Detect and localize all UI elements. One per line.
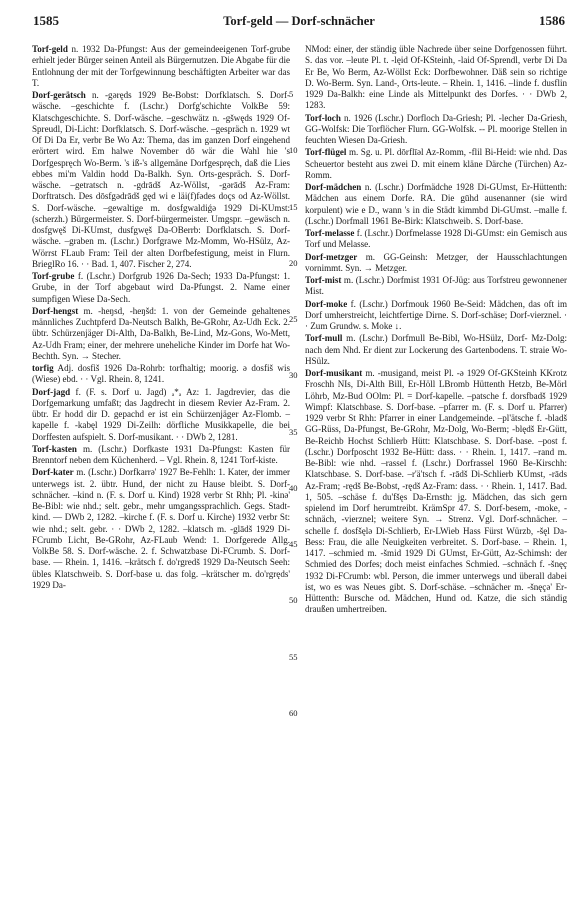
line-number: 25 (289, 314, 298, 324)
entry-body: f. (F. s. Dorf u. Jagd) ₐ*ₐ Az: 1. Jagdrevier, das die Dorfgemarkung umfaßt; das Jagdrecht in diesem Revier Az-Fram. 2. übtr. Er hodd dir D. gepachd er ist ein Schürzenjäger Az-Flomb. –kapelle f. -kabęl 1929 Di-Zeilh: dörfliche Musikkapelle, die bei Dorffesten aufspielt. S. Dorf-musikant. · · DWb 2, 1281. (32, 386, 290, 442)
entry-headword: Dorf-kater (32, 467, 74, 478)
dictionary-entry (32, 363, 290, 386)
entry-body: m. GG-Geinsh: Metzger, der Hausschlachtungen vornimmt. Syn. → Metzger. (305, 251, 567, 273)
dictionary-entry (305, 252, 567, 275)
right-page-number: 1586 (538, 13, 565, 28)
line-number: 60 (289, 707, 298, 718)
entry-body: n. 1926 (Lschr.) Dorfloch Da-Griesh; Pl. -lecher Da-Griesh, GG-Wolfsk: Die Torflöcher Flurn. GG-Wolfsk. -- Pl. moorige Stellen in feuchten Wiesen Da-Griesh. (305, 112, 567, 145)
entry-body: NMod: einer, der ständig üble Nachrede über seine Dorfgenossen führt. S. das vor. –leute Pl. t. -lęid Of-KSteinh, -laid Of-Sprendl, verbr Di Da Er Be, Wo Berm, Az-Wöllst Eck: Dorfbewohner. Däß sein so richtige D. Wo-Berm. Syn. Land-, Orts-leute. – Rhein. 1, 1416. –linde f. dusflin 1929 Da-Balkh: eine Linde als Mittelpunkt des Dorfes. · · DWb 2, 1283. (305, 44, 567, 111)
dictionary-entry (32, 44, 290, 89)
left-page-number: 1585 (33, 13, 59, 28)
dictionary-entry (305, 44, 567, 112)
entry-headword: Dorf-mädchen (305, 182, 362, 192)
entry-body: n. -gəręds 1929 Be-Bobst: Dorfklatsch. S. Dorf-wäsche. –geschichte f. (Lschr.) Dorfg'schichte VolkBe 59: Klatschgeschichte. S. Dorf-wäsche. –geschwätz n. -gšwęds 1929 Of-Spreudl, Di-Licht: Dorfklatsch. S. Dorf-wäsche. –gespräch n. 1929 wt Of Di Da Er, verbr Be Wo Az: Thema, das im ganzen Dorf eingehend erörtert wird. Em halwe November dō wär die Wahl hie 's Dorfgespręch Wo-Berm. 's iß-'s allgemäne Dorfgespręch, daß die Lies ebbes mi'm Valdin hodd Da-Balkh. Syn. Orts-gespräch. S. Dorf-wäsche. –getratsch n. -gdrādš Az-Wöllst, -gərādš Az-Fram: Dorftratsch. Des dōsfgədrādš gęd wi e läi(f)fədes doçs od Az-Wöllst. S. Dorf-wäsche. –gewaltige m. dosfgwaldiǵə 1929 Di-KUmst: (scherzh.) Bürgermeister. S. Dorf-bürgermeister. Umgspr. –gewäsch n. dosfgwęš Di-KUmst, dusfgwęš Da-OBerrb: Dorfklatsch. S. Dorf-wäsche. –graben m. (Lschr.) Dorfgrawe Mz-Momm, Wo-HSülz, Az-Wörrst FLaub Fram: Teil der alten Dorfbefestigung, meist in Flurn. BrieglRo 16. · · Bad. 1, 407. Fischer 2, 274. (32, 90, 290, 269)
running-title: Torf-geld — Dorf-schnächer (223, 14, 375, 28)
dictionary-entry (32, 306, 290, 362)
entry-body: f. (Lschr.) Dorfmelasse 1928 Di-GUmst: ein Gemisch aus Torf und Melasse. (305, 228, 567, 250)
dictionary-entry (305, 333, 567, 367)
dictionary-entry (32, 444, 290, 467)
entry-body: m. Sg. u. Pl. dōrflīəl Az-Romm, -flil Bi-Heid: wie nhd. Das Scheuertor besteht aus zwei D. mit einem kläne Därche (Türchen) Az-Romm. (305, 147, 567, 180)
entry-body: m. -heŋsd, -heŋšd: 1. von der Gemeinde gehaltenes männliches Zuchtpferd Da-Neutsch Balkh, Be-GRohr, Az-Udh Eck. 2. übtr. Schürzenjäger Di-Alth, Da-Balkh, Be-Lind, Mz-Gons, Wo-Mett, Az-Udh Fram; einer, der mehrere uneheliche Kinder im Dorfe hat Wo-Bechth. Syn. → Stecher. (32, 305, 290, 361)
dictionary-entry (305, 182, 567, 227)
entry-headword: Torf-grube (32, 271, 75, 281)
entry-body: m. (Lschr.) Dorfkarrə' 1927 Be-Fehlh: 1. Kater, der immer unterwegs ist. 2. übtr. Hund, der nicht zu Hause bleibt. S. Dorf-schnächer. –kind n. (F. s. Dorf u. Kind) 1928 verbr St Rhh; Pl. -kinə' Be-Bibl: wie nhd.; selt. gebr., mehr umgangssprachlich. Gegs. Stadt-kind. — DWb 2, 1282. –kirche f. (F. s. Dorf u. Kirche) 1932 verbr St: wie nhd.; selt. gebr. · · DWb 2, 1282. –klatsch m. -glādš 1929 Di-FCrumb Licht, Be-GRohr, Az-FLaub Wend: 1. Dorfgerede Allg. VolkBe 58. S. Dorf-wäsche. 2. f. Schwatzbase Di-FCrumb. S. Dorf-base. — Rhein. 1, 1416. –krätsch f. do'rgredš 1929 Da-Neutsch Seeh: übles Klatschweib. S. Dorf-base u. das folg. –krätscher m. do'rgręds' 1929 Da- (32, 467, 290, 590)
entry-headword: Torf-loch (305, 112, 341, 123)
entry-headword: Dorf-musikant (305, 368, 363, 378)
dictionary-entry (305, 228, 567, 251)
entry-headword: Torf-mist (305, 275, 342, 285)
entry-body: m. -musigand, meist Pl. -ə 1929 Of-GKSteinh KKrotz Froschh NIs, Di-Alth Bill, Er-Höll LBromb Hüttenth Hetzb, Be-Mörl Löhrb, Mz-Bud OOlm: Pl. = Dorf-kapelle. –patsche f. dorsfbadš 1929 Wimpf: Klatschbase. S. Dorf-base. –pfarrer m. (F. s. Dorf u. Pfarrer) 1929 verbr St Rhh: Pfarrer in einer Landgemeinde. –pl'ätsche f. -bladš GG-Rüss, Da-Pfungst, Be-GRohr, Mz-Dolg, Wo-Berm; -blędš Er-Gütt, Be-Reichb Hochst Schlierb Hütt: Klatschbase. S. Dorf-base. –post f. (Lschr.) Dorfposcht 1932 Be-Hütt: dass. · · Rhein. 1, 1417. –rand m. Be-Bibl: wie nhd. –rassel f. (Lschr.) Dorfrassel 1960 Be-Kirschh: Klatschbase. S. Dorf-base. –r'ä'tsch f. -rādš Di-Schlierb KUmst, -rāds Az-Fram; -rędš Be-Bobst, -rędš Az-Fram: dass. · · Rhein. 1, 1417. Bad. 1, 505. –schäse f. du'fšęs Da-Ernsth: jg. Mädchen, das sich gern spielend im Dorf herumtreibt. KrämSpr 47. S. Dorf-besem, -moke, -schnäch, -vierznel; weitere Syn. → Strenz. Vgl. Dorf-schnächer. –schelle f. dosfšęlə Di-Schlierb, Er-LWieb Hass Fürst Würzb, -šęl Da-Bess: Frau, die alle Neuigkeiten verbreitet. S. Dorf-base. – Rhein. 1, 1417. –schmied m. -šmid 1929 Di GUmst, Er-Gütt, Az-Schimsh: der Schmied des Dorfes; doch meist einfaches Schmied. –schnäch f. -šnęç 1932 Di-FCrumb: wbl. Person, die immer unterwegs und überall dabei ist, wo es was Neues gibt. S. Dorf-schäse. –schnächer m. -šnęçə' Er-Hüttenth: Bursche od. Mädchen, Hund od. Katze, die sich ständig draußen umhertreiben. (305, 368, 567, 615)
line-number: 35 (289, 426, 298, 437)
line-number: 5 (289, 89, 294, 99)
dictionary-entry (32, 271, 290, 305)
entry-headword: torfig (32, 363, 54, 373)
line-number: 45 (289, 539, 298, 549)
entry-headword: Torf-melasse (305, 228, 355, 238)
line-number: 55 (289, 651, 298, 662)
entry-body: m. (Lschr.) Dorfmull Be-Bibl, Wo-HSülz, Dorf- Mz-Dolg: nach dem Nhd. Er dient zur Lockerung des Gartenbodens. T. straie Wo-HSülz. (305, 333, 567, 366)
dictionary-entry (32, 90, 290, 270)
line-number: 30 (289, 370, 298, 381)
line-number: 20 (289, 257, 298, 268)
entry-body: f. (Lschr.) Dorfgrub 1926 Da-Sech; 1933 Da-Pfungst: 1. Grube, in der Torf abgebaut wird Da-Pfungst. 2. Name einer sumpfigen Wiese Da-Sech. (32, 271, 290, 304)
entry-body: n. 1932 Da-Pfungst: Aus der gemeindeeigenen Torf-grube erhielt jeder Bürger seinen Anteil als Bürgernutzen. Die Abgabe für die Entlohnung der mit der Torfgewinnung beschäftigten Arbeiter war das T. (32, 44, 290, 88)
entry-headword: Dorf-jagd (32, 386, 71, 397)
entry-headword: Dorf-gerätsch (32, 90, 86, 100)
line-number: 40 (289, 482, 298, 493)
entry-headword: Dorf-hengst (32, 305, 79, 316)
entry-body: n. (Lschr.) Dorfmädche 1928 Di-GUmst, Er-Hüttenth: Mädchen aus einem Dorfe. RA. Die gūhd ausenanner (sie wird korpulent) wie e D., wann 's in die Städt kimmbd Di-GUmst. –malle f. (Lschr.) Dorfmall 1961 Be-Birk: Klatschweib. S. Dorf-base. (305, 182, 567, 226)
entry-headword: Torf-flügel (305, 147, 347, 158)
dictionary-entry (305, 299, 567, 333)
entry-body: m. (Lschr.) Dorfkaste 1931 Da-Pfungst: Kasten für Brenntorf neben dem Küchenherd. – Vgl. Rhein. 8, 1241 Torf-kiste. (32, 443, 290, 465)
page-header (33, 13, 565, 31)
line-number: 10 (289, 145, 298, 156)
dictionary-entry (305, 147, 567, 181)
entry-body: m. (Lschr.) Dorfmist 1931 Of-Jüg: aus Torfstreu gewonnener Mist. (305, 275, 567, 297)
line-number: 50 (289, 595, 298, 606)
dictionary-entry (32, 467, 290, 591)
entry-body: f. (Lschr.) Dorfmouk 1960 Be-Seid: Mädchen, das oft im Dorf umherstreicht, leichtfertige Dirne. S. Dorf-schäse; Dorf-vierznel. · · Zum Grundw. s. Moke ↓. (305, 298, 567, 331)
entry-headword: Torf-geld (32, 44, 68, 54)
entry-headword: Torf-kasten (32, 443, 77, 454)
dictionary-entry (305, 275, 567, 298)
entry-body: Adj. dosfiš 1926 Da-Rohrb: torfhaltig; moorig. ə dosfiš wis (Wiese) ebd. · · Vgl. Rhein. 8, 1241. (32, 363, 290, 385)
dictionary-entry (305, 113, 567, 147)
entry-headword: Torf-mull (305, 333, 343, 344)
entry-headword: Dorf-moke (305, 298, 348, 309)
dictionary-entry (305, 368, 567, 616)
line-number: 15 (289, 201, 298, 212)
entry-headword: Dorf-metzger (305, 251, 358, 262)
left-column (32, 44, 290, 592)
right-column (305, 44, 567, 617)
dictionary-entry (32, 387, 290, 443)
